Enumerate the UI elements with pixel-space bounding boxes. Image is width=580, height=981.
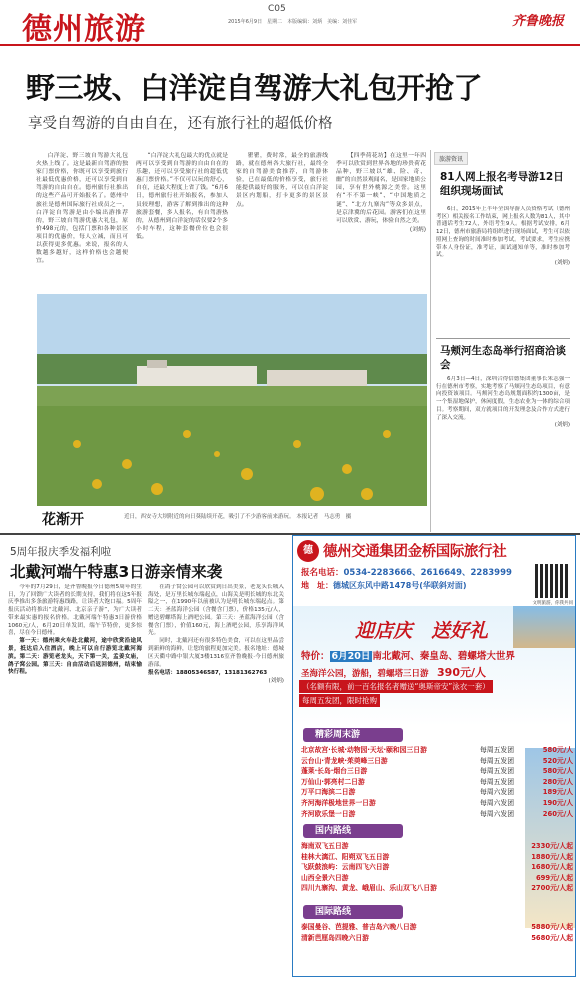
issue-line: 2015年6月9日 星期二 本版编辑：刘炳 美编：刘佳军: [228, 19, 358, 25]
sidebar-story1-headline: 81人网上报名考导游12日组织现场面试: [440, 171, 564, 197]
beach-photo: [513, 606, 575, 648]
tour-row: [301, 933, 573, 944]
tour-name: 北京故宫·长城·动物园·天坛·颐和园三日游: [301, 746, 427, 754]
domestic-section-title: 国内路线: [303, 824, 403, 838]
sunflower-photo: [37, 294, 427, 506]
sidebar-story1-byline: (刘炳): [554, 259, 570, 266]
tour-price: 699元/人起: [535, 873, 573, 882]
domestic-list: [301, 841, 573, 894]
sidebar-label: 旅游资讯: [434, 152, 468, 165]
tour-name: 海南双飞五日游: [301, 842, 349, 850]
tour-name: 飞跃鼓浪屿：云南四飞六日游: [301, 863, 390, 872]
weekend-section-title: 精彩周末游: [303, 728, 403, 742]
sidebar-story1-body: [436, 206, 570, 310]
masthead: [0, 0, 580, 46]
tour-row: [301, 852, 573, 863]
sidebar-story2-body: [436, 376, 570, 526]
tour-price: 2700元/人起: [531, 884, 573, 893]
tour-row: [301, 873, 573, 884]
tour-name: 四川九寨沟、黄龙、峨眉山、乐山双飞八日游: [301, 884, 437, 893]
lower-column-2: [148, 584, 284, 974]
ad-slogan: 迎店庆 送好礼: [355, 620, 489, 642]
ad-phone-row: [301, 566, 512, 578]
photo-image: [37, 294, 427, 506]
tour-price: 190元/人: [542, 798, 573, 807]
sidebar-story1-text: 6日，2015年上半年全国导游人员资格考试（德州考区）相关报名工作结束，网上报名人数为81人，其中普通话考生72人，外语考生9人。根据考试安排，6月12日，德州市旅游局将组织进行现场面试，考生可以依照网上查询的时间准时参加考试。考试要求，考生应携带本人身份证，准考证，面试通知单等，准时参加考试。: [436, 206, 570, 259]
tour-row: [301, 756, 573, 767]
lower-column-2-text-b: 同时，北戴河还有很多特色美食，可以在这里品尝到新鲜的海鲜，让您的旅程更加完美。报名地址：德城区天衢中路中银大厦3楼1316室齐鲁晚报·今日德州旅游部。: [148, 638, 284, 668]
main-column-3: [236, 152, 328, 286]
tour-name: 万仙山·郭亮村二日游: [301, 777, 365, 786]
tour-name: 泰国曼谷、芭提雅、普吉岛六晚八日游: [301, 923, 417, 931]
tour-row: [301, 883, 573, 894]
tour-row: [301, 745, 573, 756]
tour-price: 580元/人: [542, 767, 573, 776]
ad-promo-1: [301, 664, 486, 680]
tour-departure: 每周六发团: [480, 788, 514, 797]
tour-row: [301, 841, 573, 852]
sidebar-story2-headline: 马颊河生态岛举行招商洽谈会: [440, 345, 566, 371]
main-column-4: [336, 152, 426, 286]
ad-promo-3: 每周五发团，限时抢购: [299, 694, 380, 707]
tour-price: 5880元/人起: [531, 923, 573, 931]
tour-row: [301, 766, 573, 777]
travel-agency-ad: [292, 535, 576, 977]
tour-departure: 每周五发团: [480, 777, 514, 786]
main-column-3-text: 瞿瞿，费时常，最全的旅游线路，就在德州各大旅行社，最终全家的自驾游美食推荐，自驾游体验，已在最低的价格享受，旅行社能提供最好的服务，可以在白洋淀景区内划船，打卡更多的景区景点。: [236, 153, 328, 208]
main-column-2-text: “白洋淀大礼包最大的优点就是两可以享受到自驾游的自由自在的乐趣，还可以享受旅行社的超低优惠门票价格。”不仅可以玩的舒心，自在，还最大程度上省了钱。“6月6日，德州旅行社开始报名，参加人员较理想，游客了解到推出的这种旅游套餐，多人报名，有自驾游热的，从德州到白洋淀的话仅要2个多小时车程，这种套餐价位也会很低。: [136, 153, 228, 240]
international-list: [301, 922, 573, 943]
tour-departure: 每周六发团: [480, 798, 514, 807]
lower-kicker: 5周年报庆季发福利啦: [10, 546, 112, 558]
photo-caption: 近日，西安寺大坝附近的向日葵陆续开花，吸引了不少游客前来游玩。 本报记者 马志勇 摄: [124, 514, 352, 520]
ad-special-date: 6月20日: [331, 651, 371, 662]
section-title: 德州旅游: [22, 12, 146, 47]
tour-row: [301, 777, 573, 788]
tour-price: 189元/人: [542, 788, 573, 797]
tour-name: 万平口海滨二日游: [301, 788, 356, 797]
qr-caption: 文明旅游，你我共同: [532, 601, 573, 606]
lower-column-1-text: 今年的7月29日，是齐鲁晚报今日德州5周年的生日，为了回馈广大读者的长期支持，我们将在这5年报庆季推出多条旅游特惠线路，让读者大饱口福。5周年报庆活动将推出“北戴河、北京亲子游”，为广大读者带来最实惠的报名价格。北戴河端午特惠3日游价格1060元/人，6月20日单发团，端午节特价，更多惊喜，尽在今日德州。: [8, 584, 142, 637]
lower-contact: 报名电话：18805346587，13181362763: [148, 669, 268, 676]
main-column-2: [136, 152, 228, 286]
tour-name: 桂林大漓江、阳朔双飞五日游: [301, 852, 390, 861]
main-column-1-text: 白洋淀、野三坡自驾游大礼包火热上线了。这是最新自驾游的独家门票价格，你既可以享受到旅行社最低优惠价格，还可以享受到自驾游的自由自在。德州旅行社推出的这些产品可开始报名了。德州中旅社是德州国际旅行社成员之一，白洋淀自驾游是由小编出游推荐的，野三坡自驾游优惠大礼包，原价498元的，包括门票和各种景区项目的优惠价，每人立减，而且可以获得更多优惠。来说，报名的人数越多越好，这样价格也会越便宜。: [36, 153, 128, 265]
tour-departure: 每周五发团: [480, 756, 514, 765]
ad-special: [301, 648, 515, 662]
ad-title: 德州交通集团金桥国际旅行社: [323, 544, 507, 560]
tour-price: 280元/人: [542, 777, 573, 786]
lower-column-1: [8, 584, 142, 974]
sidebar-rule: [436, 338, 570, 339]
weekend-list: [301, 745, 573, 819]
ad-promo-1-price: 390元/人: [437, 666, 487, 679]
tour-row: [301, 922, 573, 933]
sidebar-story2-text: 6月3日—4日，深圳合得信德集团董事长朱志强一行在德州市考察，实地考察了马颊河生态岛项目，有意向投资该项目。马颊河生态岛规划面积约1300亩，是一个集湿地保护，休闲度假，生态农业为一体的综合项目。考察期间，双方就项目的开发理念及合作方式进行了深入交流。: [436, 376, 570, 421]
lower-column-2-text: 在鸽子窝公园可以欣赏到日出美景，老龙头长城入海处，是万里长城东端起点，山海关是明长城的东北关隘之一，在1990年以前被认为是明长城东端起点。第二天：圣蓝海洋公园（含餐含门票），价格135元/人，赠送碧螺塔海上酒吧公园。第三天：圣蓝海洋公园（含餐含门票），价值160元，海上酒吧公园，乐享海洋风光。: [148, 584, 284, 637]
tour-departure: 每周五发团: [480, 767, 514, 776]
page-number: C05: [268, 4, 286, 14]
tour-price: 1680元/人起: [531, 863, 573, 872]
lower-headline: 北戴河端午特惠3日游亲情来袭: [10, 563, 223, 581]
sidebar-story2-byline: (刘炳): [554, 422, 570, 429]
agency-logo: 德: [297, 540, 319, 562]
tour-price: 2330元/人起: [531, 842, 573, 850]
tour-name: 齐河欧乐堡一日游: [301, 809, 356, 818]
ad-address-row: [301, 580, 467, 591]
tour-name: 蓬莱·长岛·烟台三日游: [301, 767, 368, 776]
qr-code-icon: [535, 564, 569, 598]
lower-column-1-itinerary: 第一天：德州乘火车赴北戴河，途中欣赏沿途风景，抵达后入住酒店，晚上可以自行游览北戴河海滨。第二天：游览老龙头，天下第一关，孟姜女庙，鸽子窝公园。第三天：自由活动后返回德州，结束愉快行程。: [8, 638, 142, 676]
main-column-1: [36, 152, 128, 286]
main-headline: 野三坡、白洋淀自驾游大礼包开抢了: [26, 71, 483, 105]
tour-departure: 每周五发团: [480, 746, 514, 754]
ad-phone-label: 报名电话：: [301, 568, 344, 578]
ad-phone-value: 0534-2283666、2616649、2283999: [343, 568, 512, 578]
international-section-title: 国际路线: [303, 905, 403, 919]
tour-price: 1880元/人起: [531, 852, 573, 861]
tour-price: 580元/人: [542, 746, 573, 754]
main-byline: (刘炳): [409, 226, 426, 233]
tour-price: 260元/人: [542, 809, 573, 818]
tour-price: 5680元/人起: [531, 933, 573, 942]
lower-byline: (刘炳): [268, 677, 284, 684]
tour-name: 云台山·青龙峡·茱萸峰三日游: [301, 756, 388, 765]
tour-price: 520元/人: [542, 756, 573, 765]
paper-logo: 齐鲁晚报: [511, 14, 564, 29]
ad-address-label: 地 址：: [301, 581, 333, 590]
ad-promo-1-text: 圣海洋公园，游船，碧螺塔三日游: [301, 669, 429, 679]
main-column-4-text: 【四季荷花坊】在这里一年四季可以欣赏到世界各地的珍贵荷花品种，野三坡以“雄、险、奇、幽”的自然景观闻名，是国家地质公园，享有世外桃源之美誉。这里有“不不第一峡”、“中国地质之谜”、“北方九寨沟”等众多景点，是京津冀的后花园。游客们在这里可以欣赏、游玩，体验自然之美。: [336, 153, 426, 224]
photo-caption-title: 花渐开: [42, 512, 84, 528]
ad-promo-2: （名额有限，前一百名报名者赠送“奥斯帝安”泳衣一套）: [299, 680, 493, 693]
sidebar-divider: [430, 150, 431, 532]
tour-name: 齐河海洋极地世界一日游: [301, 798, 376, 807]
tour-name: 清新芭厘岛四晚六日游: [301, 933, 369, 942]
ad-special-label: 特价：: [301, 651, 330, 662]
tour-row: [301, 798, 573, 809]
tour-row: [301, 862, 573, 873]
ad-address-value: 德城区东风中路1478号(华联斜对面): [333, 581, 467, 590]
tour-row: [301, 787, 573, 798]
main-subhead: 享受自驾游的自由自在，还有旅行社的超低价格: [28, 116, 333, 132]
ad-special-text: 南北戴河、秦皇岛、碧螺塔大世界: [372, 651, 515, 662]
tour-name: 山西全景六日游: [301, 873, 349, 882]
tour-departure: 每周六发团: [480, 809, 514, 818]
tour-row: [301, 809, 573, 820]
